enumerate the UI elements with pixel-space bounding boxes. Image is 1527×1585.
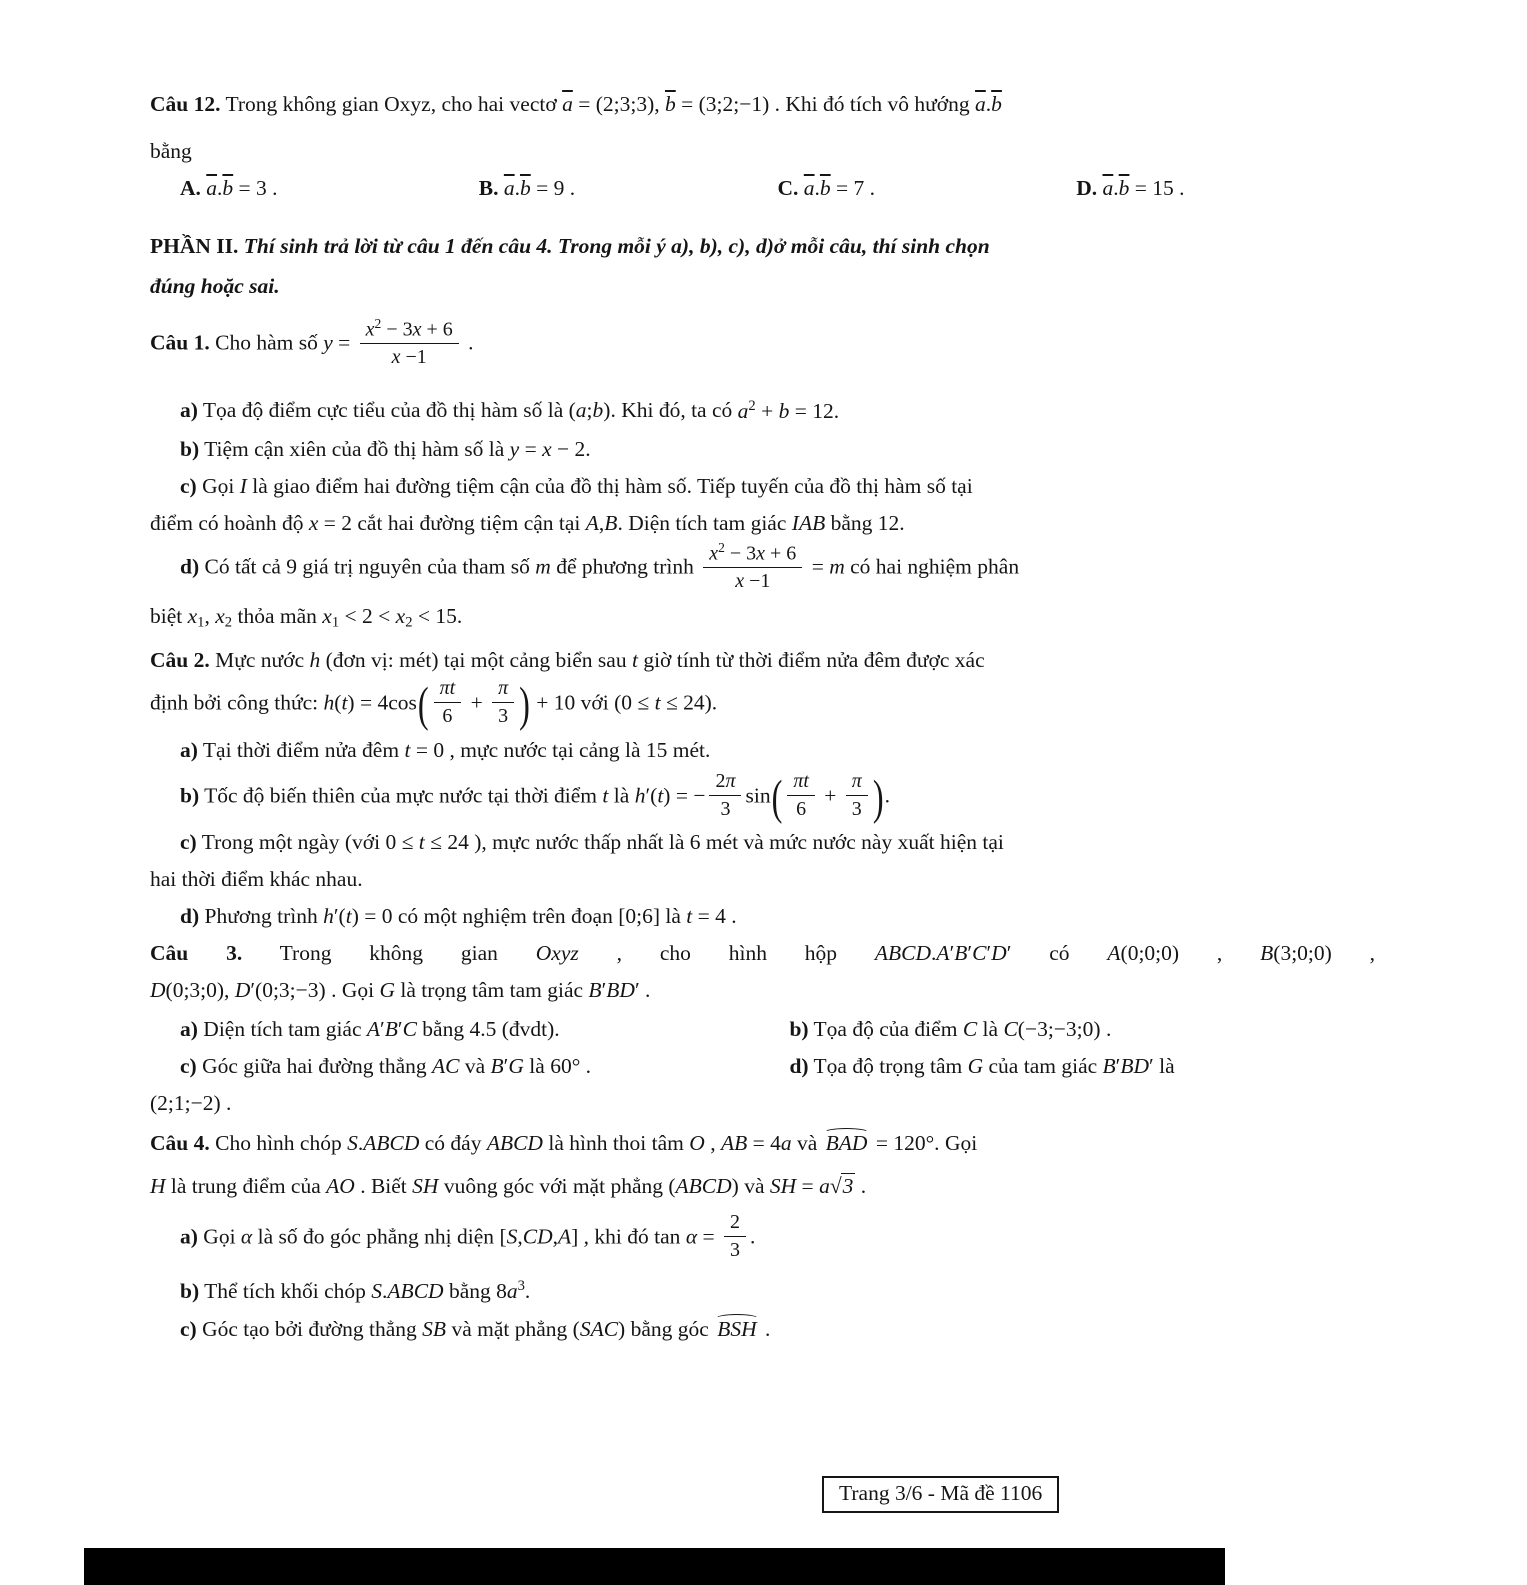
math-fraction (703, 540, 802, 593)
cau3-cd-col2: d) Tọa độ trọng tâm G của tam giác B′BD′ là (789, 1053, 1175, 1078)
bold-text: d) (180, 903, 200, 928)
vector-overline: $\overline{a}$ (803, 176, 815, 200)
cau4-c: c) Góc tạo bởi đường thẳng SB và mặt phẳng (SAC) bằng góc BSH . (180, 1316, 771, 1341)
math-run: $x_1 < 2 < x_2 < 15$. (322, 603, 463, 631)
math-run: ABCD.A′B′C′D′ (874, 940, 1012, 965)
math-run: B(3;0;0) (1260, 940, 1332, 965)
math-var: A (557, 1224, 572, 1249)
cau12-options-col3: C. $\overline{a}.\overline{b} = 7$ . (777, 176, 876, 200)
cau12-options-col1: A. $\overline{a}.\overline{b} = 3$ . (180, 176, 278, 200)
math-var: x (756, 541, 766, 564)
cau1-d-line2: biệt $x_1$, $x_2$ thỏa mãn $x_1 < 2 < x_2 < 15$. (150, 603, 463, 631)
math-var: G (379, 977, 395, 1002)
superscript: 2 (748, 397, 756, 414)
math-run: = m (806, 554, 845, 579)
math-var: a (819, 1173, 830, 1198)
fraction-numerator (846, 770, 868, 796)
math-var: y (323, 330, 333, 355)
math-var: x (308, 510, 319, 535)
fraction-denominator: 3 (851, 797, 862, 820)
fraction-numerator: $x^2 - 3x + 6$ (360, 316, 459, 344)
bold-text: d) (180, 554, 200, 579)
subscript: 1 (331, 614, 340, 631)
math-var: h (309, 647, 321, 672)
math-var: a (506, 1278, 518, 1303)
math-run: [S,CD,A] (499, 1224, 579, 1249)
math-run: S.ABCD (347, 1130, 420, 1155)
math-var: y (509, 436, 520, 461)
math-fraction (709, 770, 741, 821)
cau3-ab (150, 1011, 1375, 1048)
math-var: x (542, 436, 552, 461)
math-run: sin (745, 783, 771, 808)
math-var: πt (793, 769, 809, 792)
bold-text: Câu 1. (150, 330, 210, 355)
math-var: h (634, 783, 646, 808)
math-var: t (345, 903, 352, 928)
math-var: B (490, 1053, 504, 1078)
math-var: B (954, 940, 968, 965)
cau1-c-line1: c) Gọi I là giao điểm hai đường tiệm cận của đồ thị hàm số. Tiếp tuyến của đồ thị hàm số tại (180, 473, 973, 498)
bold-text: Câu 4. (150, 1130, 210, 1155)
fraction-numerator (434, 677, 462, 703)
math-fraction (787, 770, 815, 821)
math-sqrt (830, 1174, 856, 1198)
math-fraction (492, 677, 514, 728)
math-run (963, 1017, 977, 1041)
bold-text: a) (180, 398, 198, 423)
math-var: CD (522, 1224, 553, 1249)
vector-overline: $\overline{a}$ (975, 92, 986, 116)
cau12-line2: bằng (150, 139, 192, 163)
fraction-denominator: 6 (442, 704, 453, 727)
fraction-denominator: x −1 (391, 346, 427, 369)
cau3-cd-col1: c) Góc giữa hai đường thẳng AC và B′G là 60° . (180, 1053, 592, 1078)
big-paren: ( (417, 676, 429, 731)
math-run (632, 648, 638, 672)
math-run: = 15 (1129, 176, 1174, 200)
math-var: h (323, 903, 334, 928)
cau1-intro: Câu 1. Cho hàm số y = $\frac{x^2 - 3x + 6}{x -1}$ . (150, 316, 474, 369)
math-run: = 9 (530, 176, 565, 200)
cau4-intro-line2: H là trung điểm của AO . Biết SH vuông góc với mặt phẳng (ABCD) và SH = a√3 . (150, 1173, 867, 1198)
math-run: $8a^3$ (496, 1277, 525, 1303)
bold-text: Câu 2. (150, 647, 210, 672)
fraction-denominator: 6 (796, 797, 807, 820)
superscript: 3 (517, 1277, 525, 1294)
math-run: = (2;3;3), (572, 92, 665, 116)
math-var: α (240, 1224, 253, 1249)
bold-text: PHẦN II. (150, 234, 244, 258)
math-run: D(0;3;0), D′(0;3;−3) (150, 977, 326, 1002)
bold-text: c) (180, 1053, 197, 1078)
vector-overline: $\overline{a}$ (503, 176, 515, 200)
math-var: a (737, 398, 749, 423)
bold-text: b) (180, 436, 200, 461)
math-var: t (654, 690, 661, 715)
vector-overline: $\overline{b}$ (665, 92, 676, 116)
page-footer-box (822, 1476, 1059, 1513)
math-run: y = (323, 330, 356, 355)
math-run (240, 474, 247, 498)
math-fraction (724, 1211, 746, 1262)
math-run: (a;b) (568, 398, 611, 423)
math-var: t (418, 829, 425, 854)
bold-text: c) (180, 473, 197, 498)
math-var: x (709, 541, 719, 564)
math-var: x (215, 603, 225, 628)
scan-artifact-bottom-bar (84, 1548, 1225, 1585)
bold-text: d) (789, 1053, 809, 1078)
math-run: B′BD′ (588, 977, 640, 1002)
math-fraction (360, 316, 459, 369)
math-var: AB (720, 1130, 748, 1155)
math-var: C (962, 1016, 978, 1041)
big-paren: ( (771, 769, 783, 824)
math-var: b (778, 398, 790, 423)
math-var: ABCD (874, 940, 932, 965)
math-var: t (341, 690, 348, 715)
bold-text: a) (180, 1016, 198, 1041)
math-var: IAB (791, 510, 826, 535)
math-run: . (985, 92, 992, 116)
math-run: $x_1$, $x_2$ (187, 603, 233, 631)
math-run: tan α = (654, 1224, 720, 1249)
big-paren: ) (872, 769, 884, 824)
bold-text: B. (478, 176, 504, 200)
cau4-intro-line1: Câu 4. Cho hình chóp S.ABCD có đáy ABCD là hình thoi tâm O , AB = 4a và BAD = 120°. Gọi (150, 1130, 978, 1155)
math-var: x (322, 603, 332, 628)
math-run (310, 648, 321, 672)
bold-text: b) (180, 783, 200, 808)
cau1-b: b) Tiệm cận xiên của đồ thị hàm số là y = x − 2. (180, 436, 591, 461)
math-run: S.ABCD (371, 1278, 444, 1303)
math-var: x (391, 346, 401, 369)
cau3-ab-col2: b) Tọa độ của điểm C là C(−3;−3;0) . (789, 1016, 1112, 1041)
math-run (536, 941, 579, 965)
math-run: (ABCD) (668, 1173, 739, 1198)
angle-arc: BSH (714, 1316, 759, 1341)
math-var: m (829, 554, 845, 579)
cau4-b: b) Thể tích khối chóp S.ABCD bằng $8a^3$. (180, 1277, 531, 1303)
cau1-d-line1: d) Có tất cả 9 giá trị nguyên của tham số m để phương trình $\frac{x^2 - 3x + 6}{x -1}$ = m có hai nghiệm phân (180, 539, 1020, 592)
math-run: = 120°. (870, 1130, 940, 1155)
big-paren: ) (519, 676, 530, 731)
math-var: t (602, 783, 609, 808)
math-run (422, 1317, 446, 1341)
math-var: H (150, 1173, 166, 1198)
math-run: (0 ≤ t ≤ 24) (614, 690, 712, 715)
math-run (689, 1131, 705, 1155)
math-var: S (506, 1224, 518, 1249)
math-var: G (508, 1053, 524, 1078)
math-var: α (685, 1224, 698, 1249)
math-run: = (3;2;−1) (675, 92, 770, 116)
math-var: B (604, 510, 618, 535)
cau1-c-line2: điểm có hoành độ x = 2 cắt hai đường tiệm cận tại A,B. Diện tích tam giác IAB bằng 12. (150, 510, 905, 535)
math-var: SH (769, 1173, 797, 1198)
cau2-d: d) Phương trình h′(t) = 0 có một nghiệm trên đoạn [0;6] là t = 4 . (180, 903, 737, 928)
math-var: ABCD (675, 1173, 732, 1198)
fraction-numerator: 2 (724, 1211, 746, 1237)
cau3-cd (150, 1048, 1375, 1085)
fraction-denominator: 3 (498, 704, 509, 727)
math-run: B′G (490, 1053, 524, 1078)
math-run: A,B (585, 510, 618, 535)
phan2-heading-line2 (150, 268, 1375, 305)
bold-text: Câu 12. (150, 92, 221, 116)
vector-overline: $\overline{b}$ (991, 92, 1002, 116)
math-var: D (150, 977, 166, 1002)
superscript: 2 (374, 316, 382, 331)
math-var: t (631, 647, 638, 672)
math-var: b (592, 398, 604, 423)
math-var: A (936, 940, 950, 965)
math-run: = 3 (233, 176, 267, 200)
fraction-numerator (492, 677, 514, 703)
vector-overline: $\overline{b}$ (819, 176, 831, 200)
math-var: S (371, 1278, 383, 1303)
bold-italic-text: Thí sinh trả lời từ câu 1 đến câu 4. Trong mỗi ý a), b), c), d)ở mỗi câu, thí sinh chọn (243, 234, 990, 258)
math-var: BD (606, 977, 635, 1002)
cau4-a: a) Gọi α là số đo góc phẳng nhị diện [S,CD,A] , khi đó tan α = $\frac{2}{3}$ . (180, 1210, 756, 1261)
bold-text: a) (180, 737, 198, 762)
math-var: x (365, 318, 375, 341)
math-run: (SAC) (572, 1316, 626, 1341)
bold-text: c) (180, 829, 197, 854)
cau3-ab-col1: a) Diện tích tam giác A′B′C bằng 4.5 (đvdt). (180, 1016, 560, 1041)
math-var: SAC (579, 1316, 619, 1341)
math-var: C (402, 1016, 417, 1041)
cau3-d-line2: (2;1;−2) . (150, 1090, 232, 1115)
math-run: A(0;0;0) (1107, 940, 1180, 965)
subscript: 2 (405, 614, 413, 631)
math-run (432, 1054, 459, 1078)
math-run: C(−3;−3;0) (1003, 1016, 1101, 1041)
math-var: ABCD (486, 1130, 543, 1155)
math-var: π (851, 769, 862, 792)
cau2-c-line2: hai thời điểm khác nhau. (150, 866, 363, 891)
cau12-options-col4: D. $\overline{a}.\overline{b} = 15$ . (1076, 176, 1185, 200)
vector-overline: $\overline{a}$ (562, 92, 573, 116)
cau2-intro-line1: Câu 2. Mực nước h (đơn vị: mét) tại một cảng biển sau t giờ tính từ thời điểm nửa đêm được xác (150, 647, 985, 672)
cau2-b: b) Tốc độ biến thiên của mực nước tại thời điểm t là h′(t) = − $\frac{2\pi}{3}$ sin( $\frac{\pi t}{6}$ + $\frac{\pi}{3}$ ). (180, 769, 890, 824)
fraction-numerator: 2π (709, 770, 741, 796)
bold-text: b) (180, 1278, 200, 1303)
math-run: y = x − 2. (509, 436, 591, 461)
bold-text: b) (789, 1016, 809, 1041)
math-var: A (1107, 940, 1121, 965)
math-var: D (234, 977, 251, 1002)
math-var: C (1003, 1016, 1018, 1041)
math-run: . (1113, 176, 1119, 200)
math-var: G (967, 1053, 984, 1078)
fraction-denominator: 3 (720, 797, 731, 820)
math-run (792, 511, 825, 535)
cau2-c-line1: c) Trong một ngày (với 0 ≤ t ≤ 24 ), mực nước thấp nhất là 6 mét và mức nước này xuất hiện tại (180, 829, 1004, 854)
math-run: t = 4 (686, 903, 726, 928)
math-var: π (725, 769, 736, 792)
bold-text: D. (1076, 176, 1103, 200)
math-run (535, 554, 551, 578)
math-var: h (323, 690, 335, 715)
math-var: B (384, 1016, 398, 1041)
math-run: B′BD′ (1102, 1053, 1154, 1078)
math-var: AO (326, 1173, 355, 1198)
math-run: h′(t) = 0 (323, 903, 393, 928)
math-var: A (585, 510, 599, 535)
math-var: C (972, 940, 987, 965)
cau3-intro-line1: Câu 3. Trong không gian Oxyz , cho hình hộp ABCD.A′B′C′D′ có A(0;0;0) , B(3;0;0) , (150, 940, 1376, 965)
math-var: BD (1120, 1053, 1150, 1078)
math-var: AC (432, 1053, 460, 1078)
math-run: (2;1;−2) (150, 1090, 221, 1115)
math-run: [0;6] (618, 903, 660, 928)
math-run: t = 0 (404, 737, 445, 762)
math-var: Oxyz (535, 940, 579, 965)
math-var: O (689, 1130, 705, 1155)
math-run: + (818, 783, 842, 808)
math-var: SB (422, 1316, 447, 1341)
fraction-denominator: x −1 (735, 569, 771, 592)
page-footer-label: Trang 3/6 - Mã đề 1106 (839, 1481, 1043, 1505)
math-var: D (991, 940, 1007, 965)
bold-text: Câu 3. (150, 940, 243, 965)
phan2-heading-line1 (150, 228, 1375, 265)
radical-sign: √ (829, 1173, 842, 1198)
cau12-line1: Câu 12. Trong không gian Oxyz, cho hai vectơ $\overline{a}$ = (2;3;3), $\overline{b}$ = (3;2;−1) . Khi đó tích vô hướng $\overline{a}.\overline{b}$ (150, 92, 1002, 116)
math-var: S (347, 1130, 358, 1155)
math-run: + (465, 690, 489, 715)
math-var: SH (412, 1173, 439, 1198)
cau2-intro-line2: định bởi công thức: h(t) = 4cos( $\frac{\pi t}{6}$ + $\frac{\pi}{3}$ ) + 10 với (0 ≤ t ≤ 24). (150, 676, 718, 731)
math-var: t (404, 737, 411, 762)
angle-arc: BAD (823, 1130, 871, 1155)
math-run (241, 1224, 252, 1248)
cau12-options (150, 170, 1375, 207)
cau2-a: a) Tại thời điểm nửa đêm t = 0 , mực nước tại cảng là 15 mét. (180, 737, 711, 762)
math-var: x (187, 603, 198, 628)
math-var: x (735, 569, 745, 592)
subscript: 1 (197, 614, 205, 631)
math-var: A (366, 1016, 381, 1041)
math-run (968, 1054, 984, 1078)
math-run: 0 ≤ t ≤ 24 (385, 829, 469, 854)
math-run: 60° (550, 1053, 581, 1078)
math-var: t (657, 783, 664, 808)
math-run: . (514, 176, 520, 200)
math-run: . (217, 176, 223, 200)
math-var: x (395, 603, 406, 628)
math-run (487, 1131, 543, 1155)
math-var: a (780, 1130, 792, 1155)
math-var: B (1260, 940, 1274, 965)
math-run: SH = a (769, 1173, 830, 1198)
math-var: πt (439, 676, 456, 699)
math-var: ABCD (363, 1130, 420, 1155)
math-var: I (239, 473, 247, 498)
fraction-numerator (787, 770, 815, 796)
bold-text: A. (180, 176, 207, 200)
bold-italic-text: đúng hoặc sai. (150, 274, 280, 298)
math-run (379, 978, 395, 1002)
radicand: 3 (842, 1173, 854, 1198)
math-run (150, 1174, 166, 1198)
math-run: h(t) = 4cos (323, 690, 417, 715)
vector-overline: $\overline{a}$ (206, 176, 218, 200)
fraction-numerator: $x^2 - 3x + 6$ (703, 540, 802, 568)
math-run: h′(t) = − (634, 783, 706, 808)
math-var: π (498, 676, 509, 699)
math-var: m (535, 554, 551, 579)
math-fraction (846, 770, 868, 821)
math-var: B (588, 977, 602, 1002)
vector-overline: $\overline{b}$ (519, 176, 531, 200)
math-run: x = 2 (308, 510, 353, 535)
cau1-a: a) Tọa độ điểm cực tiểu của đồ thị hàm số là (a;b). Khi đó, ta có $a^2 + b = 12$. (180, 397, 840, 423)
math-run: A′B′C (366, 1016, 417, 1041)
math-run: AB = 4a (720, 1130, 792, 1155)
bold-text: a) (180, 1224, 198, 1249)
vector-overline: $\overline{a}$ (1102, 176, 1114, 200)
math-run: . (814, 176, 820, 200)
math-run: = 7 (830, 176, 865, 200)
vector-overline: $\overline{b}$ (222, 176, 234, 200)
fraction-denominator: 3 (730, 1238, 740, 1261)
bold-text: c) (180, 1316, 197, 1341)
math-var: x (412, 318, 422, 341)
math-run (412, 1174, 438, 1198)
superscript: 2 (718, 539, 725, 555)
subscript: 2 (224, 614, 233, 631)
cau12-options-col2: B. $\overline{a}.\overline{b} = 9$ . (478, 176, 576, 200)
math-run: + 10 (530, 690, 576, 715)
math-var: B (1102, 1053, 1116, 1078)
math-run (602, 783, 608, 807)
cau3-intro-line2: D(0;3;0), D′(0;3;−3) . Gọi G là trọng tâm tam giác B′BD′ . (150, 977, 651, 1002)
vector-overline: $\overline{b}$ (1118, 176, 1130, 200)
math-var: ABCD (387, 1278, 444, 1303)
math-var: t (686, 903, 693, 928)
math-run: $a^2 + b = 12$. (737, 397, 840, 423)
math-fraction (434, 677, 462, 728)
math-run (326, 1174, 355, 1198)
math-var: a (575, 398, 587, 423)
bold-text: C. (777, 176, 804, 200)
